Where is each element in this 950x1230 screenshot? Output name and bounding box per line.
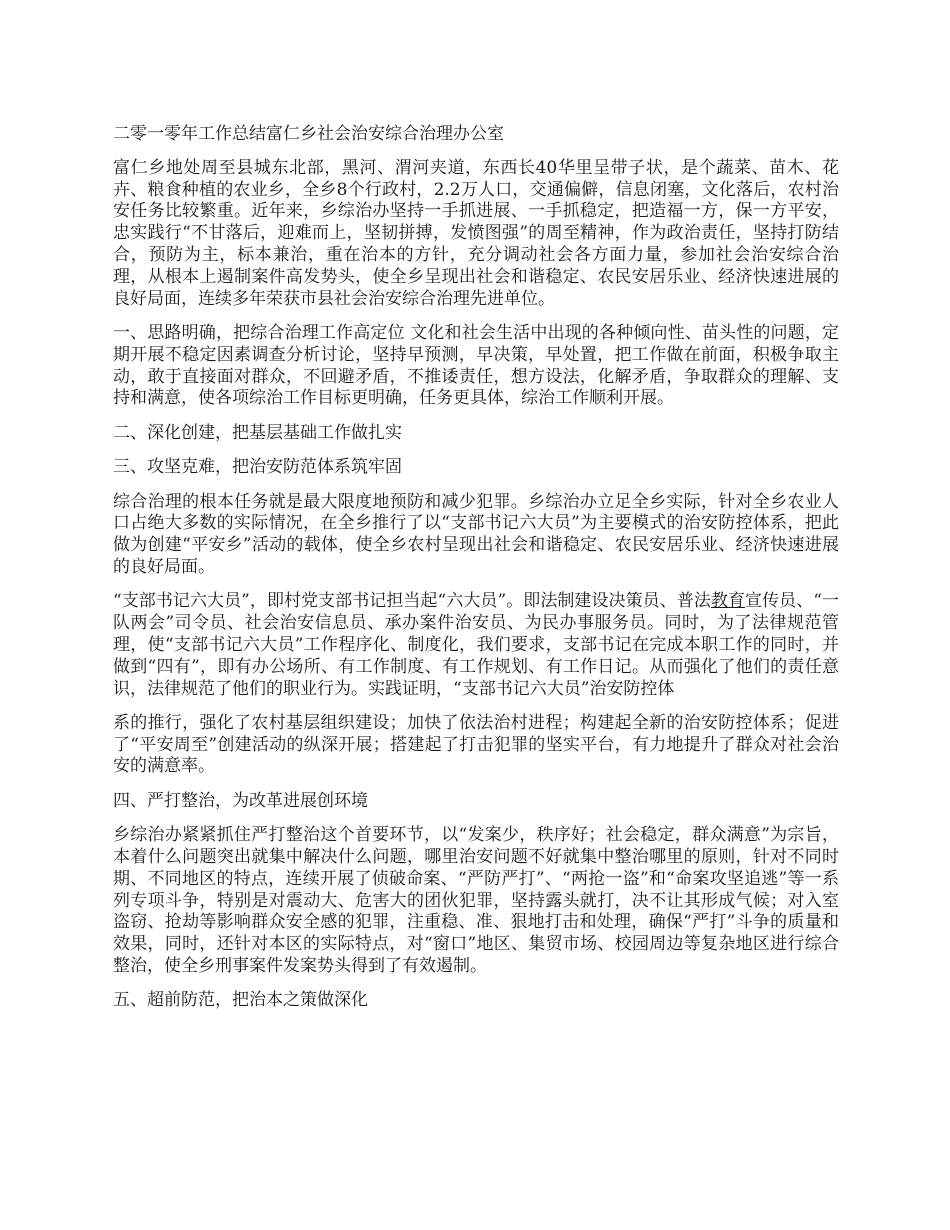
section-3-paragraph-2 bbox=[113, 591, 839, 700]
section-1-paragraph: 一、思路明确，把综合治理工作高定位 文化和社会生活中出现的各种倾向性、苗头性的问题，定期开展不稳定因素调查分析讨论，坚持早预测，早决策，早处置，把工作做在前面，积极争取主动，敢于直接面对群众，不回避矛盾，不推诿责任，想方设法，化解矛盾，争取群众的理解、支持和满意，使各项综治工作目标更明确，任务更具体，综治工作顺利开展。 bbox=[113, 322, 839, 409]
section-3-paragraph-3: 系的推行，强化了农村基层组织建设；加快了依法治村进程；构建起全新的治安防控体系；促进了“平安周至”创建活动的纵深开展；搭建起了打击犯罪的坚实平台，有力地提升了群众对社会治安的满意率。 bbox=[113, 712, 839, 777]
section-3-paragraph-1: 综合治理的根本任务就是最大限度地预防和减少犯罪。乡综治办立足全乡实际，针对全乡农业人口占绝大多数的实际情况，在全乡推行了以“支部书记六大员”为主要模式的治安防控体系，把此做为创建“平安乡”活动的载体，使全乡农村呈现出社会和谐稳定、农民安居乐业、经济快速进展的良好局面。 bbox=[113, 491, 839, 577]
section-4-paragraph-1: 乡综治办紧紧抓住严打整治这个首要环节，以“发案少，秩序好；社会稳定，群众满意”为宗旨，本着什么问题突出就集中解决什么问题，哪里治安问题不好就集中整治哪里的原则，针对不同时期、不同地区的特点，连续开展了侦破命案、“严防严打”、“两抢一盗”和“命案攻坚追逃”等一系列专项斗争，特别是对震动大、危害大的团伙犯罪，坚持露头就打，决不让其形成气候；对入室盗窃、抢劫等影响群众安全感的犯罪，注重稳、准、狠地打击和处理，确保“严打”斗争的质量和效果，同时，还针对本区的实际特点，对“窗口”地区、集贸市场、校园周边等复杂地区进行综合整治，使全乡刑事案件发案势头得到了有效遏制。 bbox=[113, 825, 839, 977]
section-4-heading: 四、严打整治，为改革进展创环境 bbox=[113, 790, 368, 811]
document-title: 二零一零年工作总结富仁乡社会治安综合治理办公室 bbox=[113, 124, 504, 144]
section-3-paragraph-2-text-b: 宣传员、“一队两会”司令员、社会治安信息员、承办案件治安员、为民办事服务员。同时，为了法律规范管理，使“支部书记六大员”工作程序化、制度化，我们要求，支部书记在完成本职工作的同时，并做到“四有”，即有办公场所、有工作制度、有工作规划、有工作日记。从而强化了他们的责任意识，法律规范了他们的职业行为。实践证明，“支部书记六大员”治安防控体 bbox=[113, 591, 839, 699]
section-5-heading: 五、超前防范，把治本之策做深化 bbox=[113, 990, 368, 1011]
section-3-paragraph-2-text-a: “支部书记六大员”，即村党支部书记担当起“六大员”。即法制建设决策员、普法 bbox=[113, 591, 711, 612]
section-3-heading: 三、攻坚克难，把治安防范体系筑牢固 bbox=[113, 457, 402, 478]
intro-paragraph: 富仁乡地处周至县城东北部，黑河、渭河夹道，东西长40华里呈带子状，是个蔬菜、苗木、花卉、粮食种植的农业乡，全乡8个行政村，2.2万人口，交通偏僻，信息闭塞，文化落后，农村治安任务比较繁重。近年来，乡综治办坚持一手抓进展、一手抓稳定，把造福一方，保一方平安，忠实践行“不甘落后，迎难而上，坚韧拼搏，发愤图强”的周至精神，作为政治责任，坚持打防结合，预防为主，标本兼治，重在治本的方针，充分调动社会各方面力量，参加社会治安综合治理，从根本上遏制案件高发势头，使全乡呈现出社会和谐稳定、农民安居乐业、经济快速进展的良好局面，连续多年荣获市县社会治安综合治理先进单位。 bbox=[113, 157, 839, 309]
section-2-heading: 二、深化创建，把基层基础工作做扎实 bbox=[113, 422, 402, 443]
document-page bbox=[113, 124, 839, 1025]
education-link[interactable]: 教育 bbox=[710, 591, 746, 612]
